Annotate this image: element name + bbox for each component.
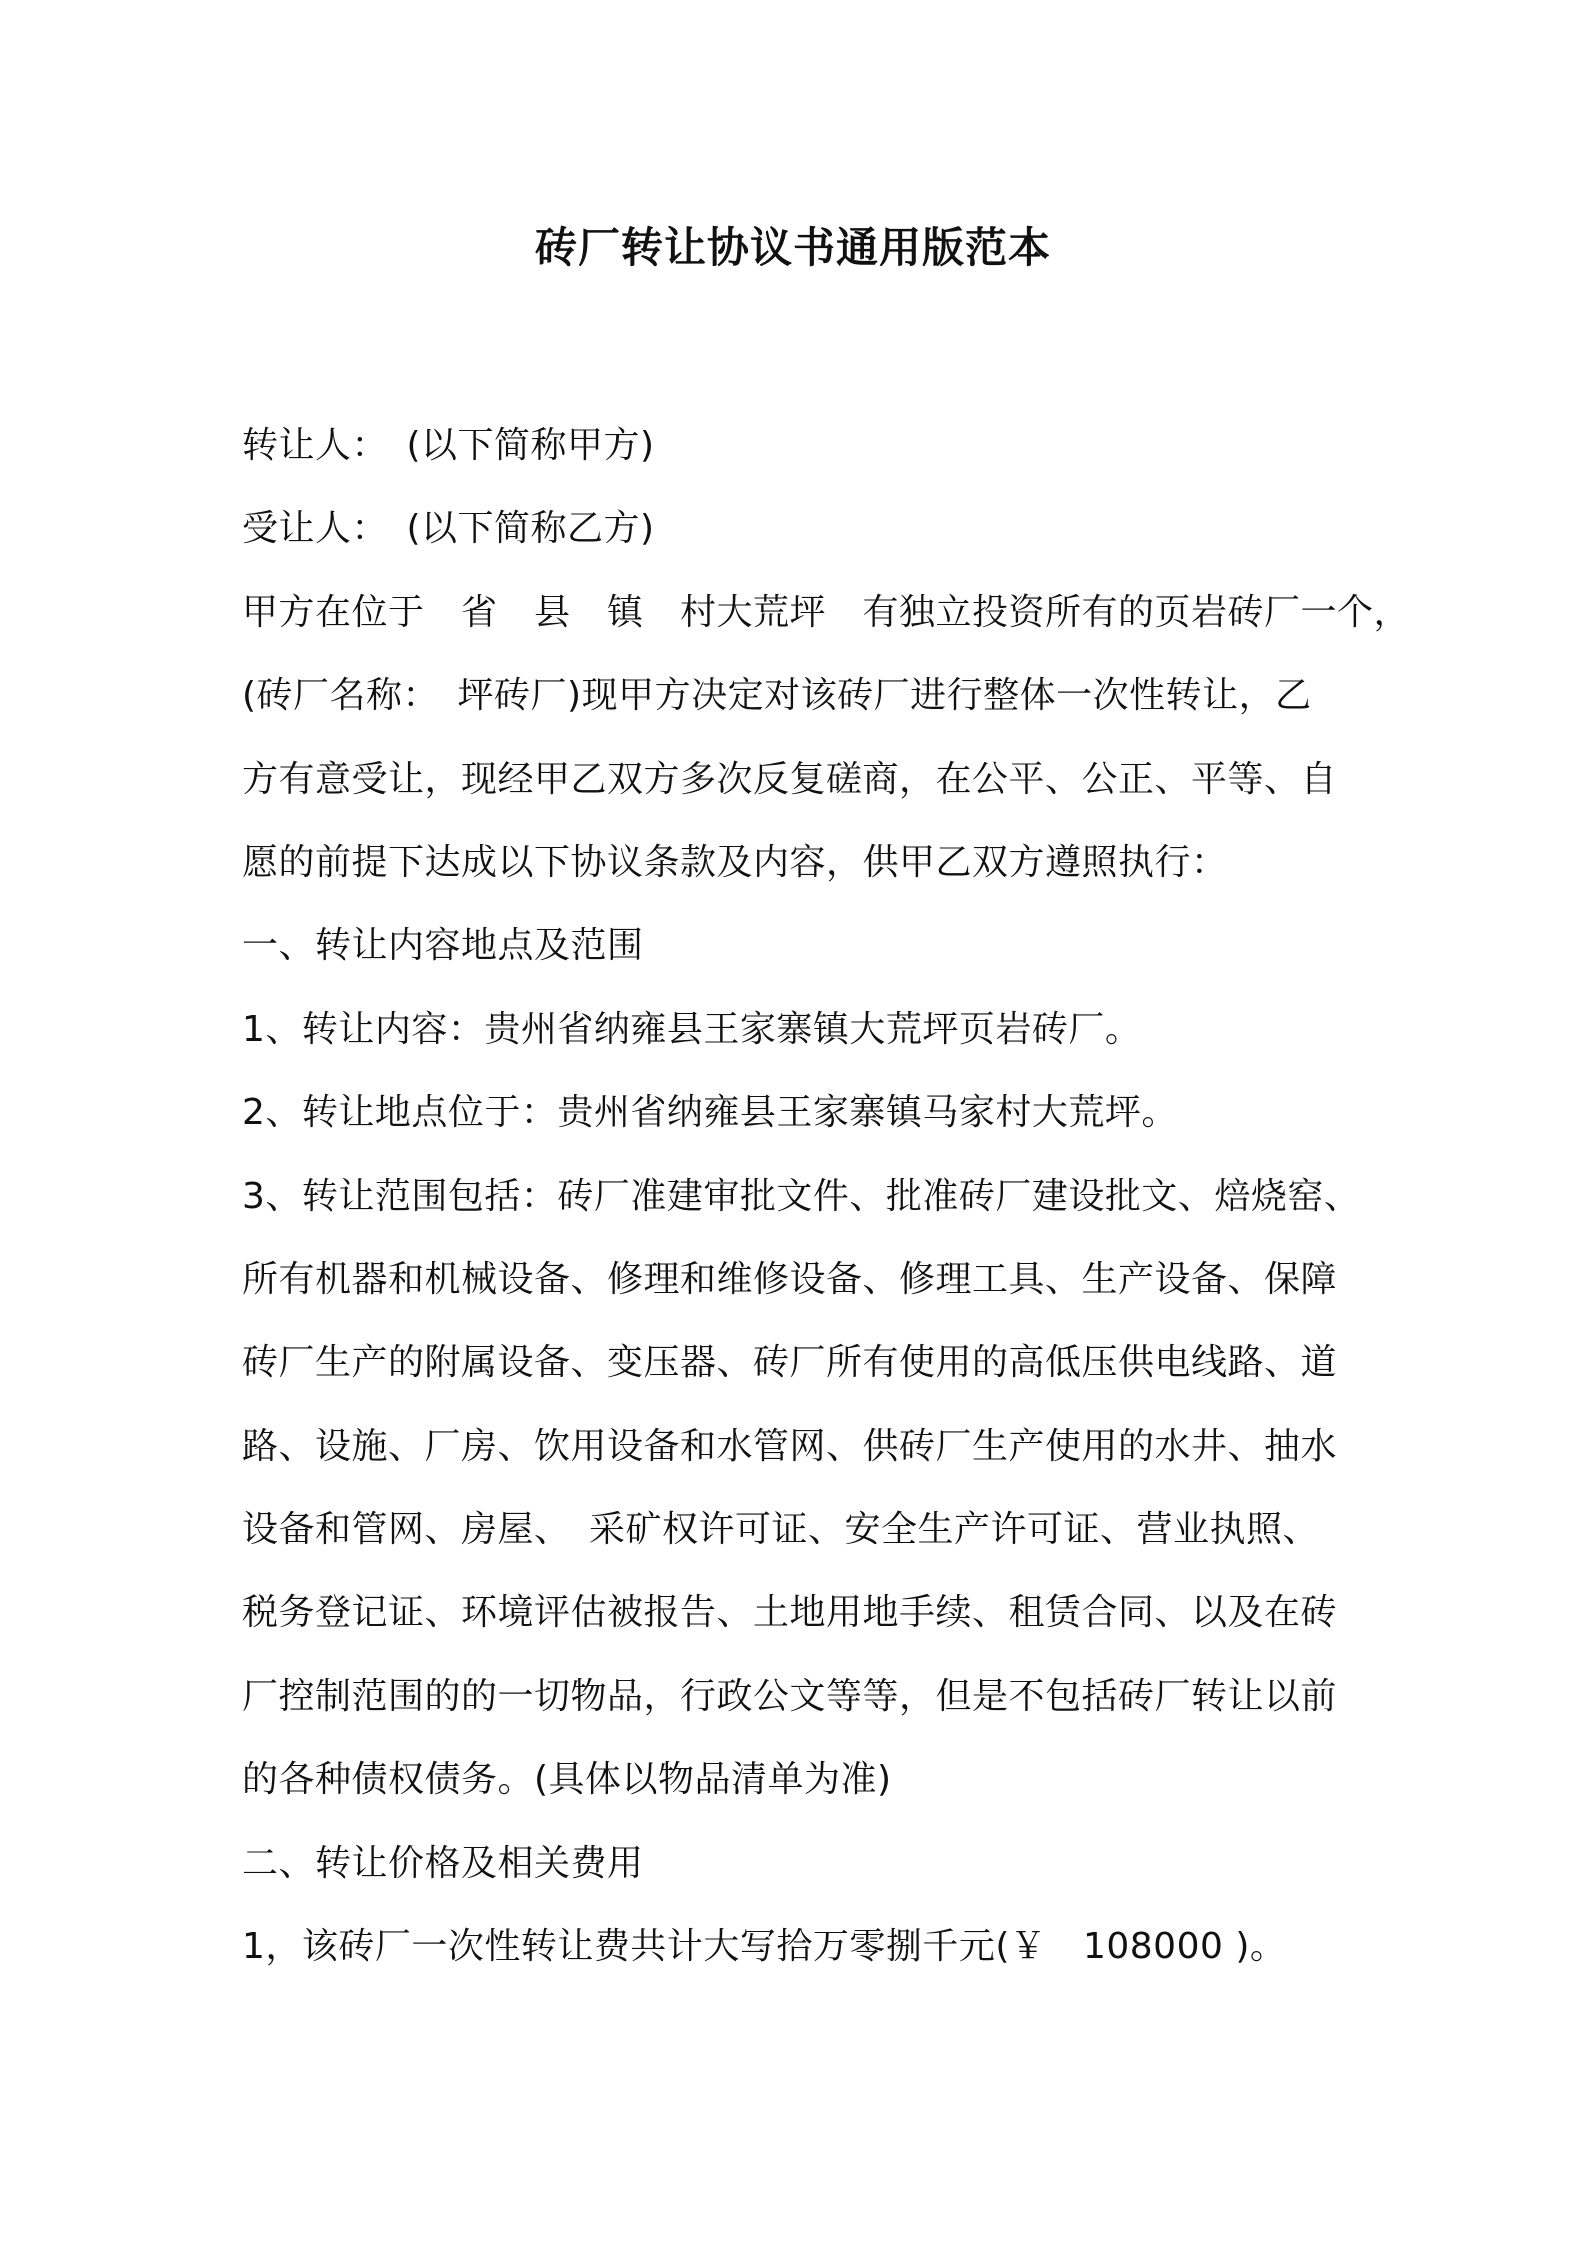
clause-1-3-line-6: 税务登记证、环境评估被报告、土地用地手续、租赁合同、以及在砖 xyxy=(242,1592,1338,1634)
party-b-line: 受让人： (以下简称乙方) xyxy=(242,508,655,550)
clause-1-3-line-7: 厂控制范围的的一切物品，行政公文等等，但是不包括砖厂转让以前 xyxy=(242,1675,1338,1717)
clause-1-3-line-5: 设备和管网、房屋、 采矿权许可证、安全生产许可证、营业执照、 xyxy=(242,1509,1320,1551)
section-1-heading: 一、转让内容地点及范围 xyxy=(242,925,644,967)
document-body xyxy=(242,404,1411,1988)
preamble-line-3: 方有意受让，现经甲乙双方多次反复磋商，在公平、公正、平等、自 xyxy=(242,758,1338,800)
preamble-line-4: 愿的前提下达成以下协议条款及内容，供甲乙双方遵照执行： xyxy=(242,841,1228,883)
document-title: 砖厂转让协议书通用版范本 xyxy=(534,223,1051,272)
clause-1-3-line-3: 砖厂生产的附属设备、变压器、砖厂所有使用的高低压供电线路、道 xyxy=(242,1342,1338,1384)
clause-2-1: 1，该砖厂一次性转让费共计大写拾万零捌千元(￥ 108000 )。 xyxy=(242,1926,1287,1968)
section-2-heading: 二、转让价格及相关费用 xyxy=(242,1842,644,1884)
clause-1-2: 2、转让地点位于：贵州省纳雍县王家寨镇马家村大荒坪。 xyxy=(242,1092,1178,1134)
clause-1-3-line-8: 的各种债权债务。(具体以物品清单为准) xyxy=(242,1759,892,1801)
party-a-line: 转让人： (以下简称甲方) xyxy=(242,425,655,466)
preamble-line-2: (砖厂名称： 坪砖厂)现甲方决定对该砖厂进行整体一次性转让，乙 xyxy=(242,675,1312,717)
clause-1-3-line-2: 所有机器和机械设备、修理和维修设备、修理工具、生产设备、保障 xyxy=(242,1258,1338,1300)
preamble-line-1: 甲方在位于 省 县 镇 村大荒坪 有独立投资所有的页岩砖厂一个， xyxy=(242,591,1411,633)
clause-1-3-line-1: 3、转让范围包括：砖厂准建审批文件、批准砖厂建设批文、焙烧窑、 xyxy=(242,1175,1361,1217)
clause-1-1: 1、转让内容：贵州省纳雍县王家寨镇大荒坪页岩砖厂。 xyxy=(242,1008,1142,1050)
clause-1-3-line-4: 路、设施、厂房、饮用设备和水管网、供砖厂生产使用的水井、抽水 xyxy=(242,1425,1338,1467)
